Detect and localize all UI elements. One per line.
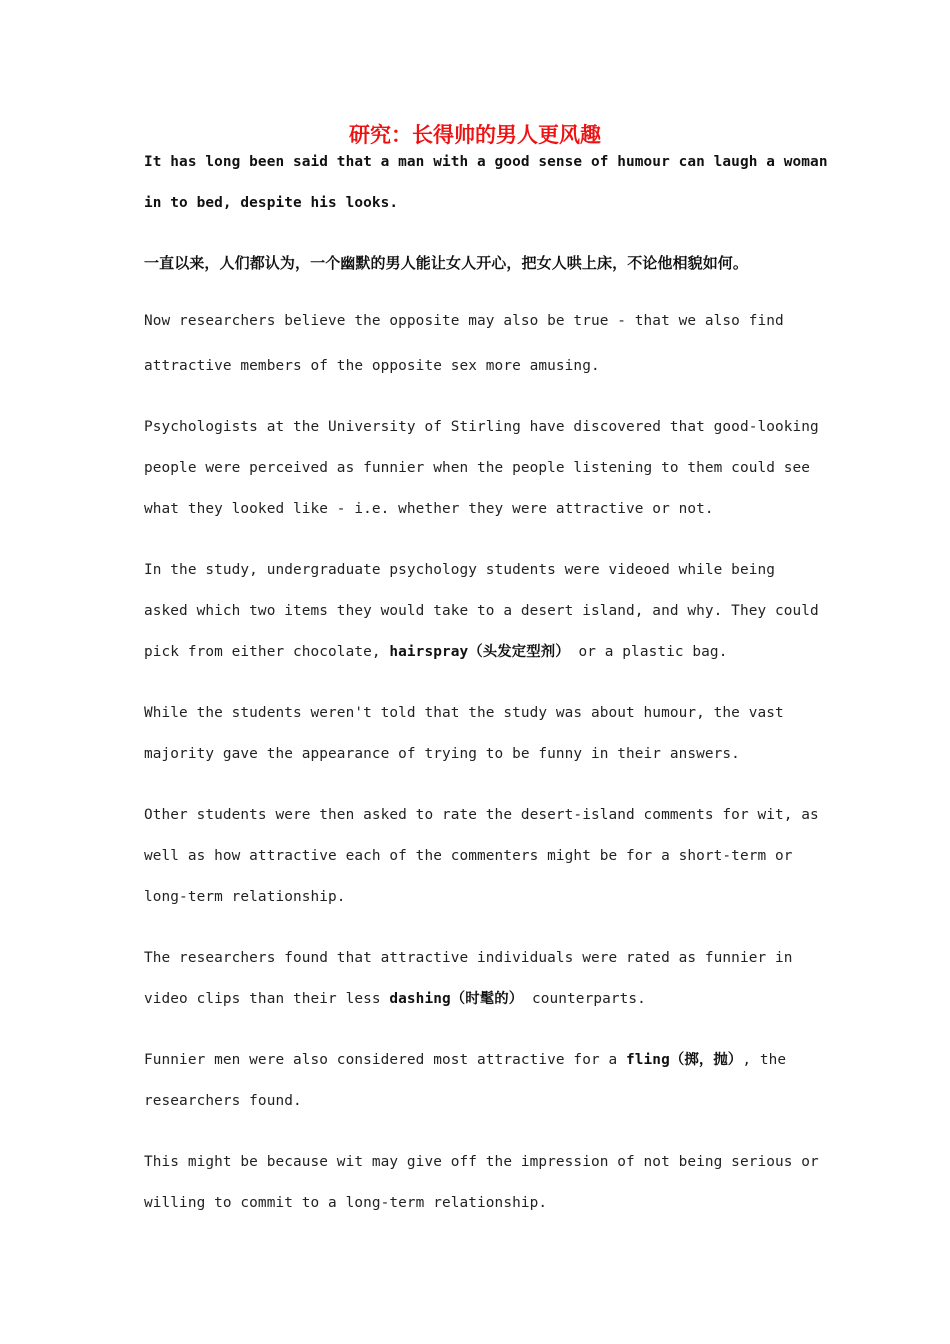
paragraph-line: Psychologists at the University of Stirling have discovered that good-looking xyxy=(144,419,819,435)
paragraph-line: what they looked like - i.e. whether they were attractive or not. xyxy=(144,501,714,517)
paragraph-line: Now researchers believe the opposite may also be true - that we also find xyxy=(144,313,784,329)
text-run: counterparts. xyxy=(523,991,646,1007)
paragraph-line: willing to commit to a long-term relationship. xyxy=(144,1195,548,1211)
paragraph-line: long-term relationship. xyxy=(144,889,346,905)
text-run: Funnier men were also considered most attractive for a xyxy=(144,1052,627,1068)
paragraph-line xyxy=(144,642,727,662)
paragraph-line: asked which two items they would take to a desert island, and why. They could xyxy=(144,603,819,619)
paragraph-line: While the students weren't told that the study was about humour, the vast xyxy=(144,705,784,721)
vocab-gloss: （掷，抛） xyxy=(669,1052,743,1068)
intro-chinese-translation: 一直以来，人们都认为，一个幽默的男人能让女人开心，把女人哄上床，不论他相貌如何。 xyxy=(144,254,749,272)
text-run: video clips than their less xyxy=(144,991,390,1007)
text-run: pick from either chocolate, xyxy=(144,644,390,660)
text-run: , the xyxy=(742,1052,787,1068)
vocab-term: hairspray xyxy=(389,644,469,660)
paragraph-line: majority gave the appearance of trying to be funny in their answers. xyxy=(144,746,740,762)
paragraph-line: people were perceived as funnier when the people listening to them could see xyxy=(144,460,811,476)
vocab-gloss: （时髦的） xyxy=(450,991,524,1007)
intro-line: It has long been said that a man with a good sense of humour can laugh a woman xyxy=(144,154,828,170)
paragraph-line: attractive members of the opposite sex more amusing. xyxy=(144,358,600,374)
article-title: 研究：长得帅的男人更风趣 xyxy=(349,123,601,147)
paragraph-line: researchers found. xyxy=(144,1093,302,1109)
vocab-term: fling xyxy=(626,1052,670,1068)
paragraph-line: The researchers found that attractive individuals were rated as funnier in xyxy=(144,950,793,966)
paragraph-line: Other students were then asked to rate the desert-island comments for wit, as xyxy=(144,807,819,823)
vocab-gloss: （头发定型剂） xyxy=(468,644,570,660)
paragraph-line xyxy=(144,989,646,1009)
intro-line: in to bed, despite his looks. xyxy=(144,195,399,211)
vocab-term: dashing xyxy=(389,991,451,1007)
paragraph-line: well as how attractive each of the commenters might be for a short-term or xyxy=(144,848,793,864)
paragraph-line: This might be because wit may give off the impression of not being serious or xyxy=(144,1154,819,1170)
paragraph-line: In the study, undergraduate psychology students were videoed while being xyxy=(144,562,775,578)
text-run: or a plastic bag. xyxy=(569,644,728,660)
paragraph-line xyxy=(144,1050,786,1070)
